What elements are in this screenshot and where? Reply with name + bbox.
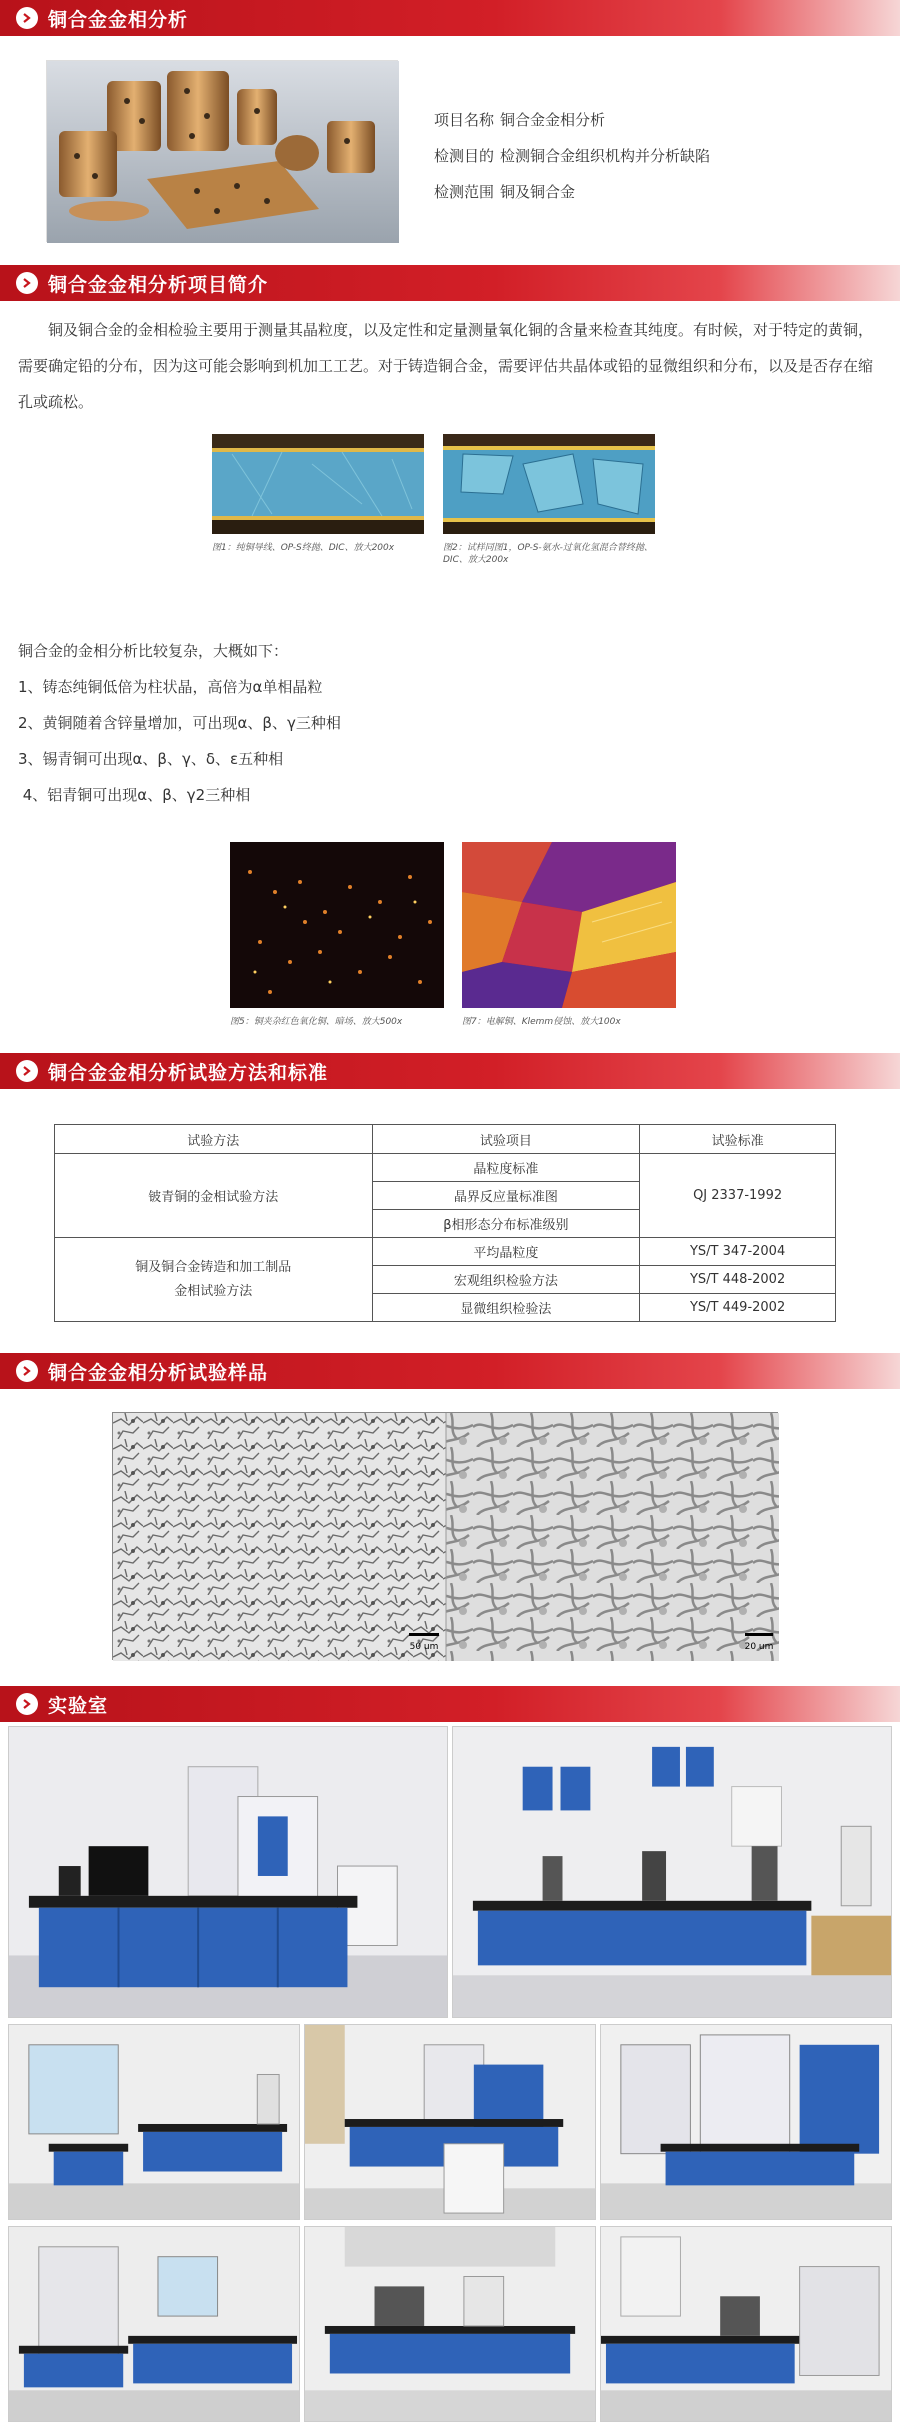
project-name-label: 项目名称: [434, 111, 495, 129]
project-purpose-value: 检测铜合金组织机构并分析缺陷: [500, 147, 711, 165]
table-cell-item: 平均晶粒度: [372, 1238, 640, 1266]
lab-photo-spectrometer: [8, 1726, 448, 2018]
project-scope-label: 检测范围: [434, 183, 495, 201]
table-cell-standard: YS/T 448-2002: [640, 1266, 836, 1294]
project-purpose-row: [434, 138, 710, 174]
list-item: 2、黄铜随着含锌量增加，可出现α、β、γ三种相: [18, 714, 341, 732]
lab-photo-hardness: [452, 1726, 892, 2018]
figure-7: [462, 842, 676, 1028]
table-cell-method: [55, 1238, 373, 1322]
project-scope-row: [434, 174, 710, 210]
figure-5: [230, 842, 444, 1028]
table-header: 试验项目: [372, 1125, 640, 1154]
table-header: 试验标准: [640, 1125, 836, 1154]
list-item: 3、锡青铜可出现α、β、γ、δ、ε五种相: [18, 750, 284, 768]
figure-5-caption: 图5：铜夹杂红色氧化铜、暗场、放大500x: [230, 1017, 403, 1027]
table-header: 试验方法: [55, 1125, 373, 1154]
chevron-right-icon: [16, 1693, 38, 1715]
method-line: 铜及铜合金铸造和加工制品: [135, 1259, 292, 1275]
figure-2: [443, 434, 655, 566]
alloy-list: [18, 633, 341, 813]
scale-bar-left: 50 um: [409, 1642, 439, 1652]
figure-2-image: [443, 434, 655, 534]
project-scope-value: 铜及铜合金: [500, 183, 576, 201]
table-cell-standard: YS/T 347-2004: [640, 1238, 836, 1266]
table-row: [55, 1154, 836, 1182]
lab-photo-window: [8, 2024, 300, 2220]
table-header-row: [55, 1125, 836, 1154]
lab-photo-chiller: [304, 2024, 596, 2220]
project-purpose-label: 检测目的: [434, 147, 495, 165]
chevron-right-icon: [16, 1360, 38, 1382]
intro-paragraph: 铜及铜合金的金相检验主要用于测量其晶粒度，以及定性和定量测量氧化铜的含量来检查其纯度。有时候，对于特定的黄铜，需要确定铅的分布，因为这可能会影响到机加工工艺。对于铸造铜合金，需要评估共晶体或铅的显微组织和分布，以及是否存在缩孔或疏松。: [18, 321, 874, 411]
chevron-right-icon: [16, 1060, 38, 1082]
section-header-samples: [0, 1353, 900, 1389]
chevron-right-icon: [16, 272, 38, 294]
table-cell-method: 铍青铜的金相试验方法: [55, 1154, 373, 1238]
figure-7-image: [462, 842, 676, 1008]
table-cell-item: 晶界反应量标准图: [372, 1182, 640, 1210]
table-cell-item: 晶粒度标准: [372, 1154, 640, 1182]
project-info: [434, 102, 710, 210]
section-title: 铜合金金相分析: [48, 8, 189, 31]
table-cell-standard: YS/T 449-2002: [640, 1294, 836, 1322]
section-title: 铜合金金相分析试验样品: [48, 1361, 269, 1384]
list-item: 4、铝青铜可出现α、β、γ2三种相: [18, 786, 251, 804]
figure-2-caption: 图2：试样同图1，OP-S-氨水-过氧化氢混合替终抛、DIC、放大200x: [443, 543, 653, 565]
scale-bar-right: 20 um: [744, 1642, 774, 1652]
table-cell-item: 显微组织检验法: [372, 1294, 640, 1322]
section-header-overview: [0, 0, 900, 36]
chevron-right-icon: [16, 7, 38, 29]
figure-1: [212, 434, 424, 554]
alloy-list-intro: 铜合金的金相分析比较复杂，大概如下：: [18, 642, 289, 660]
figure-5-image: [230, 842, 444, 1008]
section-header-lab: [0, 1686, 900, 1722]
lab-photo-instruments: [304, 2226, 596, 2422]
standards-table: [54, 1124, 836, 1322]
project-name-row: [434, 102, 710, 138]
section-title: 铜合金金相分析试验方法和标准: [48, 1061, 329, 1084]
lab-photo-cabinet: [8, 2226, 300, 2422]
table-cell-item: 宏观组织检验方法: [372, 1266, 640, 1294]
lab-photo-fume-hood: [600, 2024, 892, 2220]
section-title: 铜合金金相分析项目简介: [48, 273, 269, 296]
method-line: 金相试验方法: [174, 1283, 253, 1299]
project-name-value: 铜合金金相分析: [500, 111, 606, 129]
section-header-intro: [0, 265, 900, 301]
figure-1-image: [212, 434, 424, 534]
lab-photo-bench: [600, 2226, 892, 2422]
copper-bushings-image: [46, 60, 398, 242]
sample-micrographs: [112, 1412, 778, 1660]
section-header-standards: [0, 1053, 900, 1089]
figure-1-caption: 图1：纯铜导线、OP-S终抛、DIC、放大200x: [212, 543, 395, 553]
figure-7-caption: 图7：电解铜、Klemm侵蚀、放大100x: [462, 1017, 621, 1027]
section-title: 实验室: [48, 1694, 109, 1717]
table-cell-item: β相形态分布标准级别: [372, 1210, 640, 1238]
list-item: 1、铸态纯铜低倍为柱状晶，高倍为α单相晶粒: [18, 678, 323, 696]
table-row: [55, 1238, 836, 1266]
table-cell-standard: QJ 2337-1992: [640, 1154, 836, 1238]
